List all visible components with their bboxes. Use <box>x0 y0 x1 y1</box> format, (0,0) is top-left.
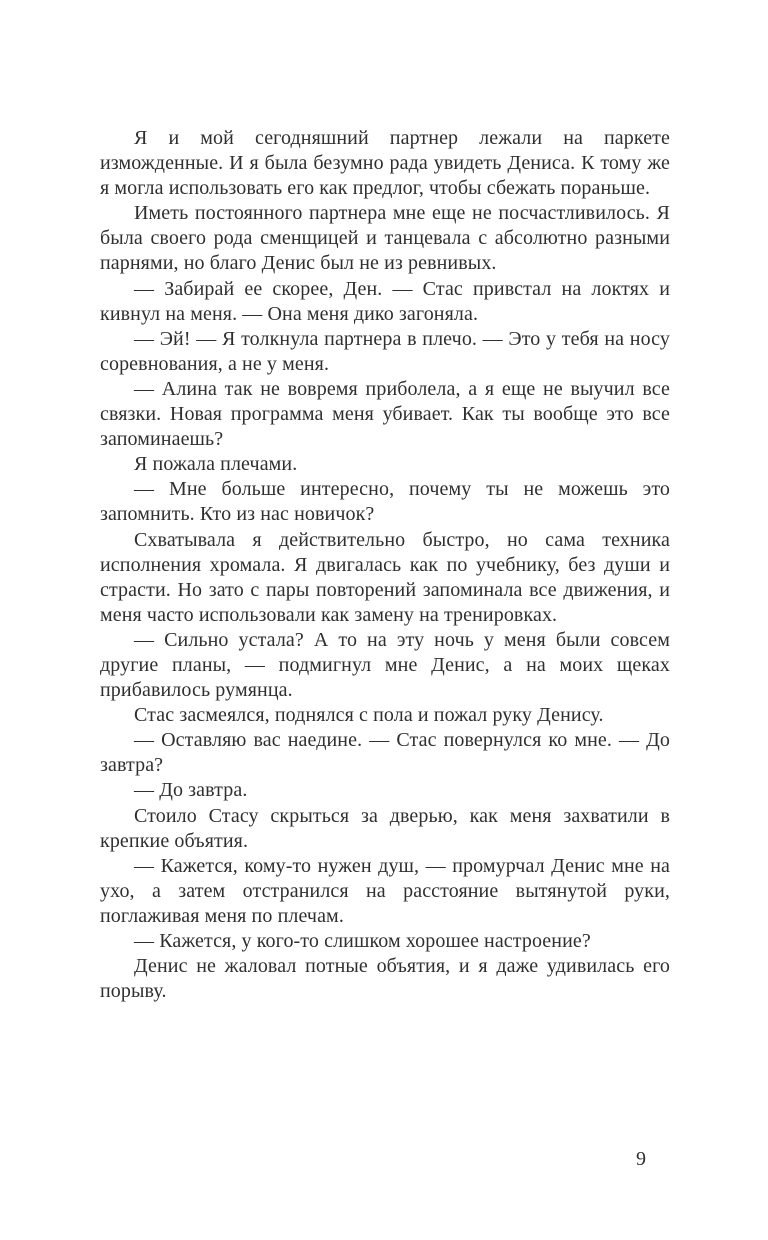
paragraph: Я и мой сегодняшний партнер лежали на паркете изможденные. И я была безумно рада увидеть Дениса. К тому же я могла использовать его как предлог, чтобы сбежать пораньше. <box>100 127 670 200</box>
paragraph: Стас засмеялся, поднялся с пола и пожал руку Денису. <box>134 704 604 727</box>
paragraph-dialogue: — Сильно устала? А то на эту ночь у меня были совсем другие планы, — подмигнул мне Денис, а на моих щеках прибавилось румянца. <box>100 628 670 702</box>
paragraph: Стоило Стасу скрыться за дверью, как меня захватили в крепкие объятия. <box>100 804 670 852</box>
paragraph-dialogue: — Алина так не вовремя приболела, а я еще не выучил все связки. Новая программа меня убивает. Как ты вообще это все запоминаешь? <box>100 377 670 451</box>
paragraph-dialogue: — Кажется, у кого-то слишком хорошее настроение? <box>134 930 591 952</box>
paragraph: Денис не жаловал потные объятия, и я даже удивилась его порыву. <box>100 955 670 1003</box>
paragraph-dialogue: — До завтра. <box>134 779 248 802</box>
paragraph-dialogue: — Забирай ее скорее, Ден. — Стас привстал на локтях и кивнул на меня. — Она меня дико загоняла. <box>100 277 670 325</box>
paragraph-dialogue: — Эй! — Я толкнула партнера в плечо. — Это у тебя на носу соревнования, а не у меня. <box>100 327 670 375</box>
paragraph-dialogue: — Кажется, кому-то нужен душ, — промурчал Денис мне на ухо, а затем отстранился на расстояние вытянутой руки, поглаживая меня по плечам. <box>100 854 670 927</box>
page-number: 9 <box>636 1148 646 1170</box>
paragraph-dialogue: — Оставляю вас наедине. — Стас повернулся ко мне. — До завтра? <box>100 729 670 777</box>
paragraph: Я пожала плечами. <box>134 453 298 476</box>
paragraph: Схватывала я действительно быстро, но сама техника исполнения хромала. Я двигалась как по учебнику, без души и страсти. Но зато с пары повторений запоминала все движения, и меня часто использовали как замену на тренировках. <box>100 528 670 626</box>
paragraph: Иметь постоянного партнера мне еще не посчастливилось. Я была своего рода сменщицей и танцевала с абсолютно разными парнями, но благо Денис был не из ревнивых. <box>100 202 670 275</box>
body-text <box>100 126 670 1004</box>
paragraph-dialogue: — Мне больше интересно, почему ты не можешь это запомнить. Кто из нас новичок? <box>100 478 670 526</box>
